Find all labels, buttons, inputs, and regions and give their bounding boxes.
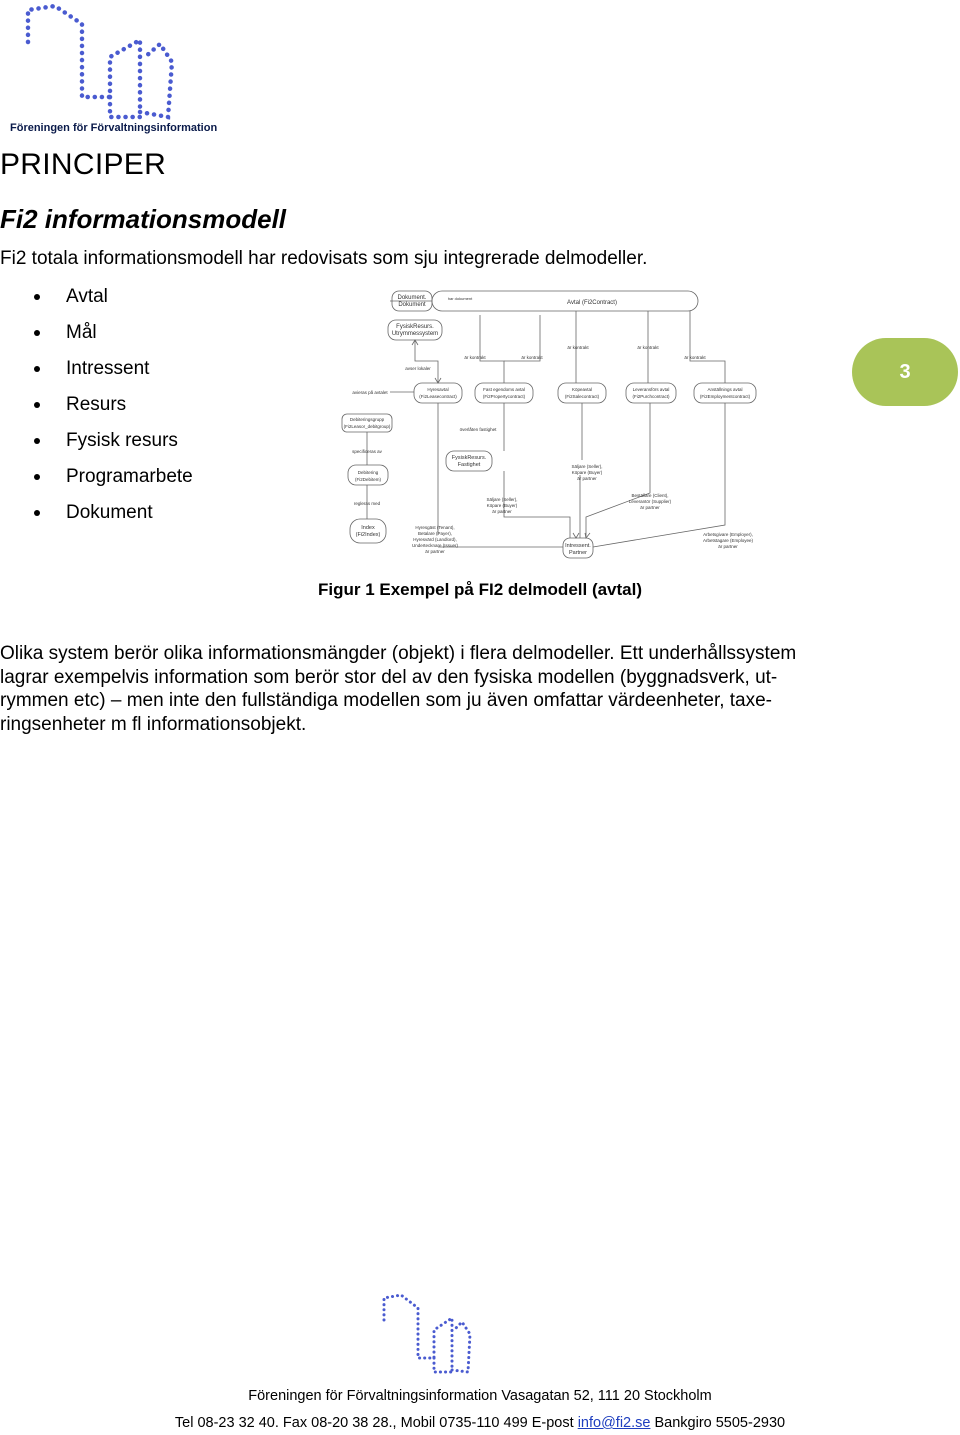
saljare-fast-label-2: Köpare (Buyer)	[486, 503, 518, 508]
avtal-label: Avtal (Fi2Contract)	[567, 300, 617, 306]
fast-egendom-avtal-entity	[475, 383, 533, 403]
list-item: Avtal	[0, 279, 193, 315]
body-paragraph	[0, 642, 880, 736]
anstallningsavtal-entity	[694, 383, 756, 403]
saljare-fast-label: Säljare (Seller),	[486, 497, 518, 502]
fastighet-entity	[446, 451, 492, 471]
ar-kontrakt-label-3: är kontrakt	[567, 345, 589, 350]
fast-egendom-label: Fast egendoms avtal	[483, 387, 525, 392]
email-link[interactable]: info@fi2.se	[577, 1415, 651, 1431]
model-list	[0, 279, 193, 531]
utrymmessystem-entity	[388, 320, 442, 340]
ar-kontrakt-label-2: är kontrakt	[521, 355, 543, 360]
list-item: Fysisk resurs	[0, 423, 193, 459]
har-dokument-label: har dokument	[447, 296, 473, 301]
fast-egendom-label-2: (Fi2Propertycontract)	[482, 394, 526, 399]
bullet-icon	[34, 402, 40, 408]
bullet-icon	[34, 330, 40, 336]
utrymmessystem-label: FysiskResurs.	[396, 324, 434, 330]
fastighet-label-2: Fastighet	[457, 462, 481, 468]
saljare-kop-label: Säljare (Seller),	[571, 464, 603, 469]
hyresavtal-entity	[414, 383, 462, 403]
intressent-label-2: Partner	[568, 550, 588, 556]
anstallningsavtal-label: Anställnings avtal	[707, 387, 743, 392]
saljare-kop-label-3: är partner	[577, 476, 597, 481]
regleras-label: regleras med	[353, 501, 381, 506]
hyresgast-label-4: Undertecknare (Issuer)	[411, 543, 459, 548]
arbetsgivare-label: Arbetsgivare (Employer),	[703, 532, 753, 537]
dokument-label-2: Dokument	[398, 302, 426, 308]
fastighet-label: FysiskResurs.	[451, 455, 487, 461]
footer-contact: Tel 08-23 32 40. Fax 08-20 38 28., Mobil 0735-110 499 E-post info@fi2.se Bankgiro 5505-2930	[174, 1415, 786, 1431]
page-title: PRINCIPER	[0, 148, 167, 181]
list-item: Intressent	[0, 351, 193, 387]
debiteringsgrupp-label: Debiteringsgrupp	[349, 417, 385, 422]
index-label-2: (Fi2Index)	[355, 532, 381, 538]
kopeavtal-label-2: (Fi2Salecontract)	[564, 394, 600, 399]
list-item: Dokument	[0, 495, 193, 531]
bullet-icon	[34, 294, 40, 300]
hyresavtal-label: Hyresavtal	[427, 387, 449, 392]
leveransavtal-label-2: (Fi2Purchcontract)	[632, 394, 670, 399]
org-name: Föreningen för Förvaltningsinformation	[10, 122, 218, 134]
debitering-entity	[348, 465, 388, 485]
bullet-icon	[34, 366, 40, 372]
hyresgast-label: Hyresgäst (Tenant),	[415, 525, 455, 530]
hyresgast-label-5: är partner	[425, 549, 445, 554]
bullet-icon	[34, 438, 40, 444]
leveransavtal-entity	[626, 383, 676, 403]
index-entity	[350, 519, 386, 543]
avtal-model-diagram	[330, 285, 760, 565]
list-item: Programarbete	[0, 459, 193, 495]
hyresgast-label-3: Hyresvärd (Landlord),	[413, 537, 457, 542]
intressent-label: Intressent.	[565, 543, 591, 549]
index-label: Index	[361, 525, 375, 531]
page-subtitle: Fi2 informationsmodell	[0, 204, 287, 234]
bullet-icon	[34, 510, 40, 516]
saljare-kop-label-2: Köpare (Buyer)	[571, 470, 603, 475]
intro-paragraph: Fi2 totala informationsmodell har redovisats som sju integrerade delmodeller.	[0, 248, 648, 269]
body-line: Olika system berör olika informationsmängder (objekt) i flera delmodeller. Ett underhållssystem	[0, 643, 797, 664]
ar-kontrakt-label-4: är kontrakt	[637, 345, 659, 350]
arbetsgivare-label-3: är partner	[718, 544, 738, 549]
body-line: rymmen etc) – men inte den fullständiga modellen som ju även omfattar värdeenheter, taxe-	[0, 690, 773, 711]
body-line: lagrar exempelvis information som berör stor del av den fysiska modellen (byggnadsverk, ut-	[0, 666, 778, 688]
debiteringsgrupp-label-2: (Fi2Leasor_debitgroup)	[343, 424, 391, 429]
avieras-label: avieras på avtalet	[352, 390, 388, 395]
debitering-label-2: (Fi2Debitem)	[354, 477, 382, 482]
body-line: ringsenheter m fl informationsobjekt.	[0, 713, 307, 735]
ar-kontrakt-label-5: är kontrakt	[684, 355, 706, 360]
avser-lokaler-label: avser lokaler	[405, 366, 431, 371]
overlaten-label: överlåten fastighet	[459, 427, 497, 432]
arbetsgivare-label-2: Arbetstagare (Employee)	[702, 538, 754, 543]
figure-caption: Figur 1 Exempel på FI2 delmodell (avtal)	[317, 580, 643, 599]
bestallare-label-3: är partner	[640, 505, 660, 510]
dokument-label: Dokument.	[397, 295, 427, 301]
avtal-entity	[432, 291, 698, 311]
list-item: Mål	[0, 315, 193, 351]
ar-kontrakt-label-1: är kontrakt	[464, 355, 486, 360]
specificeras-label: specificeras av	[352, 449, 382, 454]
anstallningsavtal-label-2: (Fi2Employmentcontract)	[699, 394, 751, 399]
hyresgast-label-2: Betalare (Payer),	[417, 531, 453, 536]
kopeavtal-label: Köpeavtal	[571, 387, 593, 392]
hyresavtal-label-2: (Fi2Leasecontract)	[419, 394, 457, 399]
bestallare-label: Beställare (Client),	[631, 493, 669, 498]
saljare-fast-label-3: är partner	[492, 509, 512, 514]
footer-address: Föreningen för Förvaltningsinformation Vasagatan 52, 111 20 Stockholm	[248, 1388, 712, 1404]
list-item: Resurs	[0, 387, 193, 423]
page-number-badge: 3	[852, 338, 958, 406]
leveransavtal-label: Leveransförs avtal	[632, 387, 670, 392]
bullet-icon	[34, 474, 40, 480]
utrymmessystem-label-2: Utrymmessystem	[391, 331, 439, 337]
bestallare-label-2: Leverantör (Supplier)	[628, 499, 672, 504]
debitering-label: Debitering	[357, 470, 379, 475]
fi2-logo-icon	[10, 2, 200, 137]
fi2-logo-small-icon	[376, 1290, 476, 1385]
kopeavtal-entity	[558, 383, 606, 403]
